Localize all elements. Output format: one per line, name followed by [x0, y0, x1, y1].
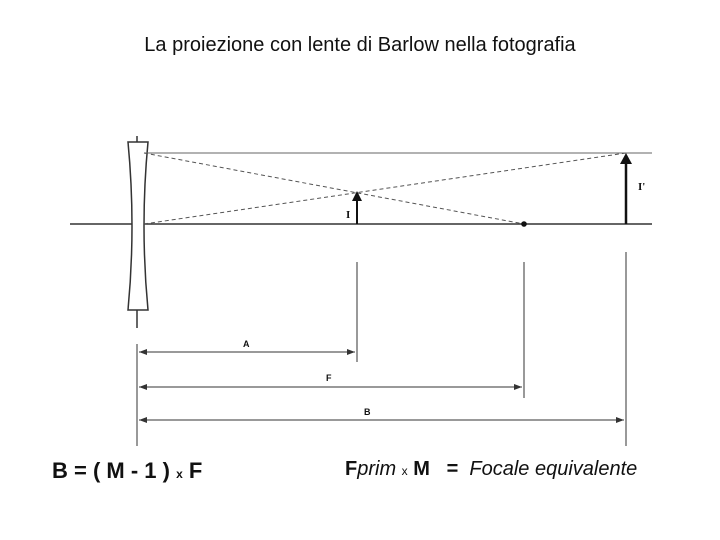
- dimension-b-arrow-right: [616, 417, 624, 423]
- formula-times: x: [401, 464, 408, 478]
- formula-b-rhs: F: [182, 458, 203, 483]
- formula-m: M: [413, 458, 430, 480]
- focal-point: [521, 221, 527, 227]
- dimension-f-arrow-left: [139, 384, 147, 390]
- formula-f-bold: F: [345, 458, 358, 480]
- label-dim-f: F: [326, 373, 332, 383]
- formula-equals: =: [446, 458, 459, 480]
- dimension-b-arrow-left: [139, 417, 147, 423]
- label-dim-b: B: [364, 407, 371, 417]
- barlow-lens: [128, 142, 148, 310]
- label-image-small: I: [346, 209, 351, 221]
- formula-b-times: x: [176, 467, 183, 481]
- image-arrow-large-head: [620, 153, 632, 164]
- dimension-f-arrow-right: [514, 384, 522, 390]
- dimension-a-arrow-right: [347, 349, 355, 355]
- label-dim-a: A: [243, 339, 250, 349]
- formula-b: [52, 458, 202, 484]
- slide-title: La proiezione con lente di Barlow nella fotografia: [144, 34, 576, 56]
- formula-f-sub: prim: [357, 458, 397, 480]
- dimension-a-arrow-left: [139, 349, 147, 355]
- dashed-ray-up: [144, 153, 626, 224]
- label-image-large: I': [638, 181, 646, 193]
- dashed-ray-down: [144, 153, 524, 224]
- formula-b-lhs: B = ( M - 1 ): [52, 458, 177, 483]
- formula-result: Focale equivalente: [469, 458, 638, 480]
- formula-equivalent-focal: [345, 458, 637, 481]
